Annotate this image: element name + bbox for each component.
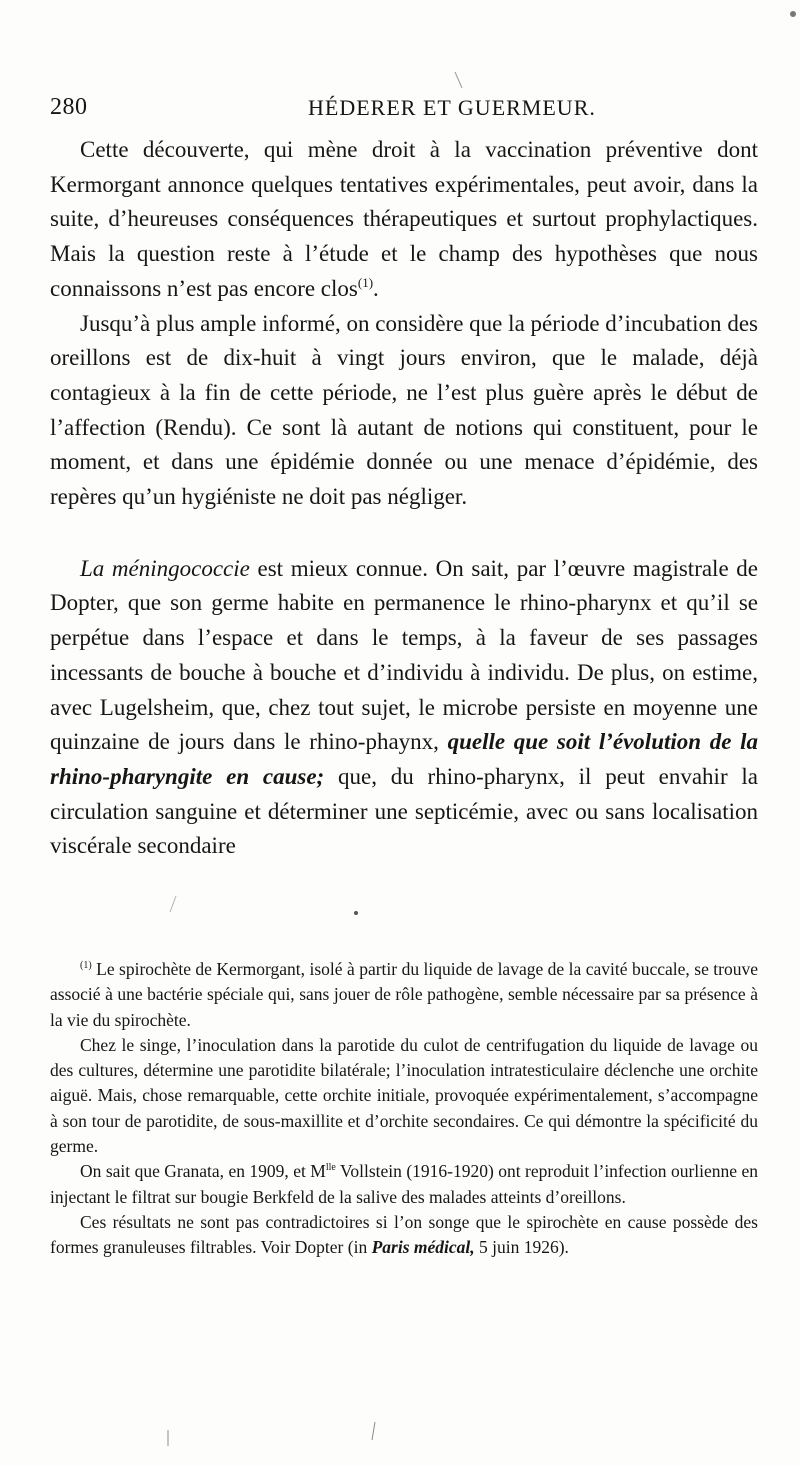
footnote-text: Ces résultats ne sont pas contradictoires si l’on songe que le spirochète en cause possède des formes granuleuses filtrables. Voir Dopter (in	[50, 1211, 758, 1258]
footnote-paragraph-results	[50, 1210, 758, 1261]
footnote-paragraph-monkey	[50, 1033, 758, 1159]
paragraph-meningococcie	[50, 552, 758, 864]
footnote-text: On sait que Granata, en 1909, et M	[80, 1161, 326, 1182]
paragraph-text-continued: que, du rhino-pharynx, il peut envahir la circulation sanguine et déterminer une septicémie, avec ou sans localisation viscérale secondaire	[50, 763, 758, 859]
italic-term: La méningococcie	[80, 555, 250, 581]
paragraph-end: .	[373, 275, 379, 301]
paper-mark	[372, 1422, 375, 1440]
paragraph-incubation	[50, 307, 758, 515]
paper-mark	[170, 896, 176, 912]
paper-speck	[354, 911, 358, 915]
title-abbreviation: lle	[325, 1162, 336, 1174]
footnote-paragraph-granata	[50, 1159, 758, 1210]
page-header	[50, 94, 758, 124]
footnote-1	[50, 957, 758, 1033]
paragraph-vaccination	[50, 133, 758, 307]
page-number: 280	[50, 94, 88, 120]
footnote-marker: (1)	[80, 960, 92, 971]
paragraph-text: Cette découverte, qui mène droit à la vaccination préventive dont Kermorgant annonce quelques tentatives expérimentales, peut avoir, dans la suite, d’heureuses conséquences thérapeutiques et surtout prophylactiques. Mais la question reste à l’étude et le champ des hypothèses que nous connaissons n’est pas encore clos	[50, 137, 758, 301]
footnote-text: Chez le singe, l’inoculation dans la parotide du culot de centrifugation du liquide de lavage ou des cultures, détermine une parotidite bilatérale; l’inoculation intratesticulaire déclenche une orchite aiguë. Mais, chose remarquable, cette orchite initiale, provoquée expérimentalement, s’accompagne à son tour de parotidite, de sous-maxillite et d’orchite secondaires. Ce qui démontre la spécificité du germe.	[50, 1034, 758, 1157]
main-text	[50, 133, 758, 864]
footnotes	[50, 957, 758, 1261]
paper-mark	[455, 72, 462, 88]
journal-title: Paris médical,	[371, 1237, 475, 1258]
running-title: HÉDERER ET GUERMEUR.	[308, 95, 596, 120]
footnote-reference: (1)	[357, 274, 374, 290]
footnote-text-continued: Vollstein (1916-1920) ont reproduit l’infection ourlienne en injectant le filtrat sur bougie Berkfeld de la salive des malades atteints d’oreillons.	[50, 1161, 758, 1207]
footnote-text-continued: 5 juin 1926).	[474, 1237, 569, 1258]
paragraph-text: Jusqu’à plus ample informé, on considère que la période d’incubation des oreillons est de dix-huit à vingt jours environ, que le malade, déjà contagieux à la fin de cette période, ne l’est plus guère après le début de l’affection (Rendu). Ce sont là autant de notions qui constituent, pour le moment, et dans une épidémie donnée ou une menace d’épidémie, des repères qu’un hygiéniste ne doit pas négliger.	[50, 310, 758, 510]
paper-speck	[790, 11, 796, 17]
footnote-text: Le spirochète de Kermorgant, isolé à partir du liquide de lavage de la cavité buccale, se trouve associé à une bactérie spéciale qui, sans jouer de rôle pathogène, semble nécessaire par sa présence à la vie du spirochète.	[50, 959, 758, 1030]
paragraph-text: est mieux connue. On sait, par l’œuvre magistrale de Dopter, que son germe habite en permanence le rhino-pharynx et qu’il se perpétue dans l’espace et dans le temps, à la faveur de ses passages incessants de bouche à bouche et d’individu à individu. De plus, on estime, avec Lugelsheim, que, chez tout sujet, le microbe persiste en moyenne une quinzaine de jours dans le rhino-phaynx,	[50, 555, 759, 755]
italic-emphasis: quelle que soit l’évolution de la rhino-pharyngite en cause;	[50, 729, 758, 789]
